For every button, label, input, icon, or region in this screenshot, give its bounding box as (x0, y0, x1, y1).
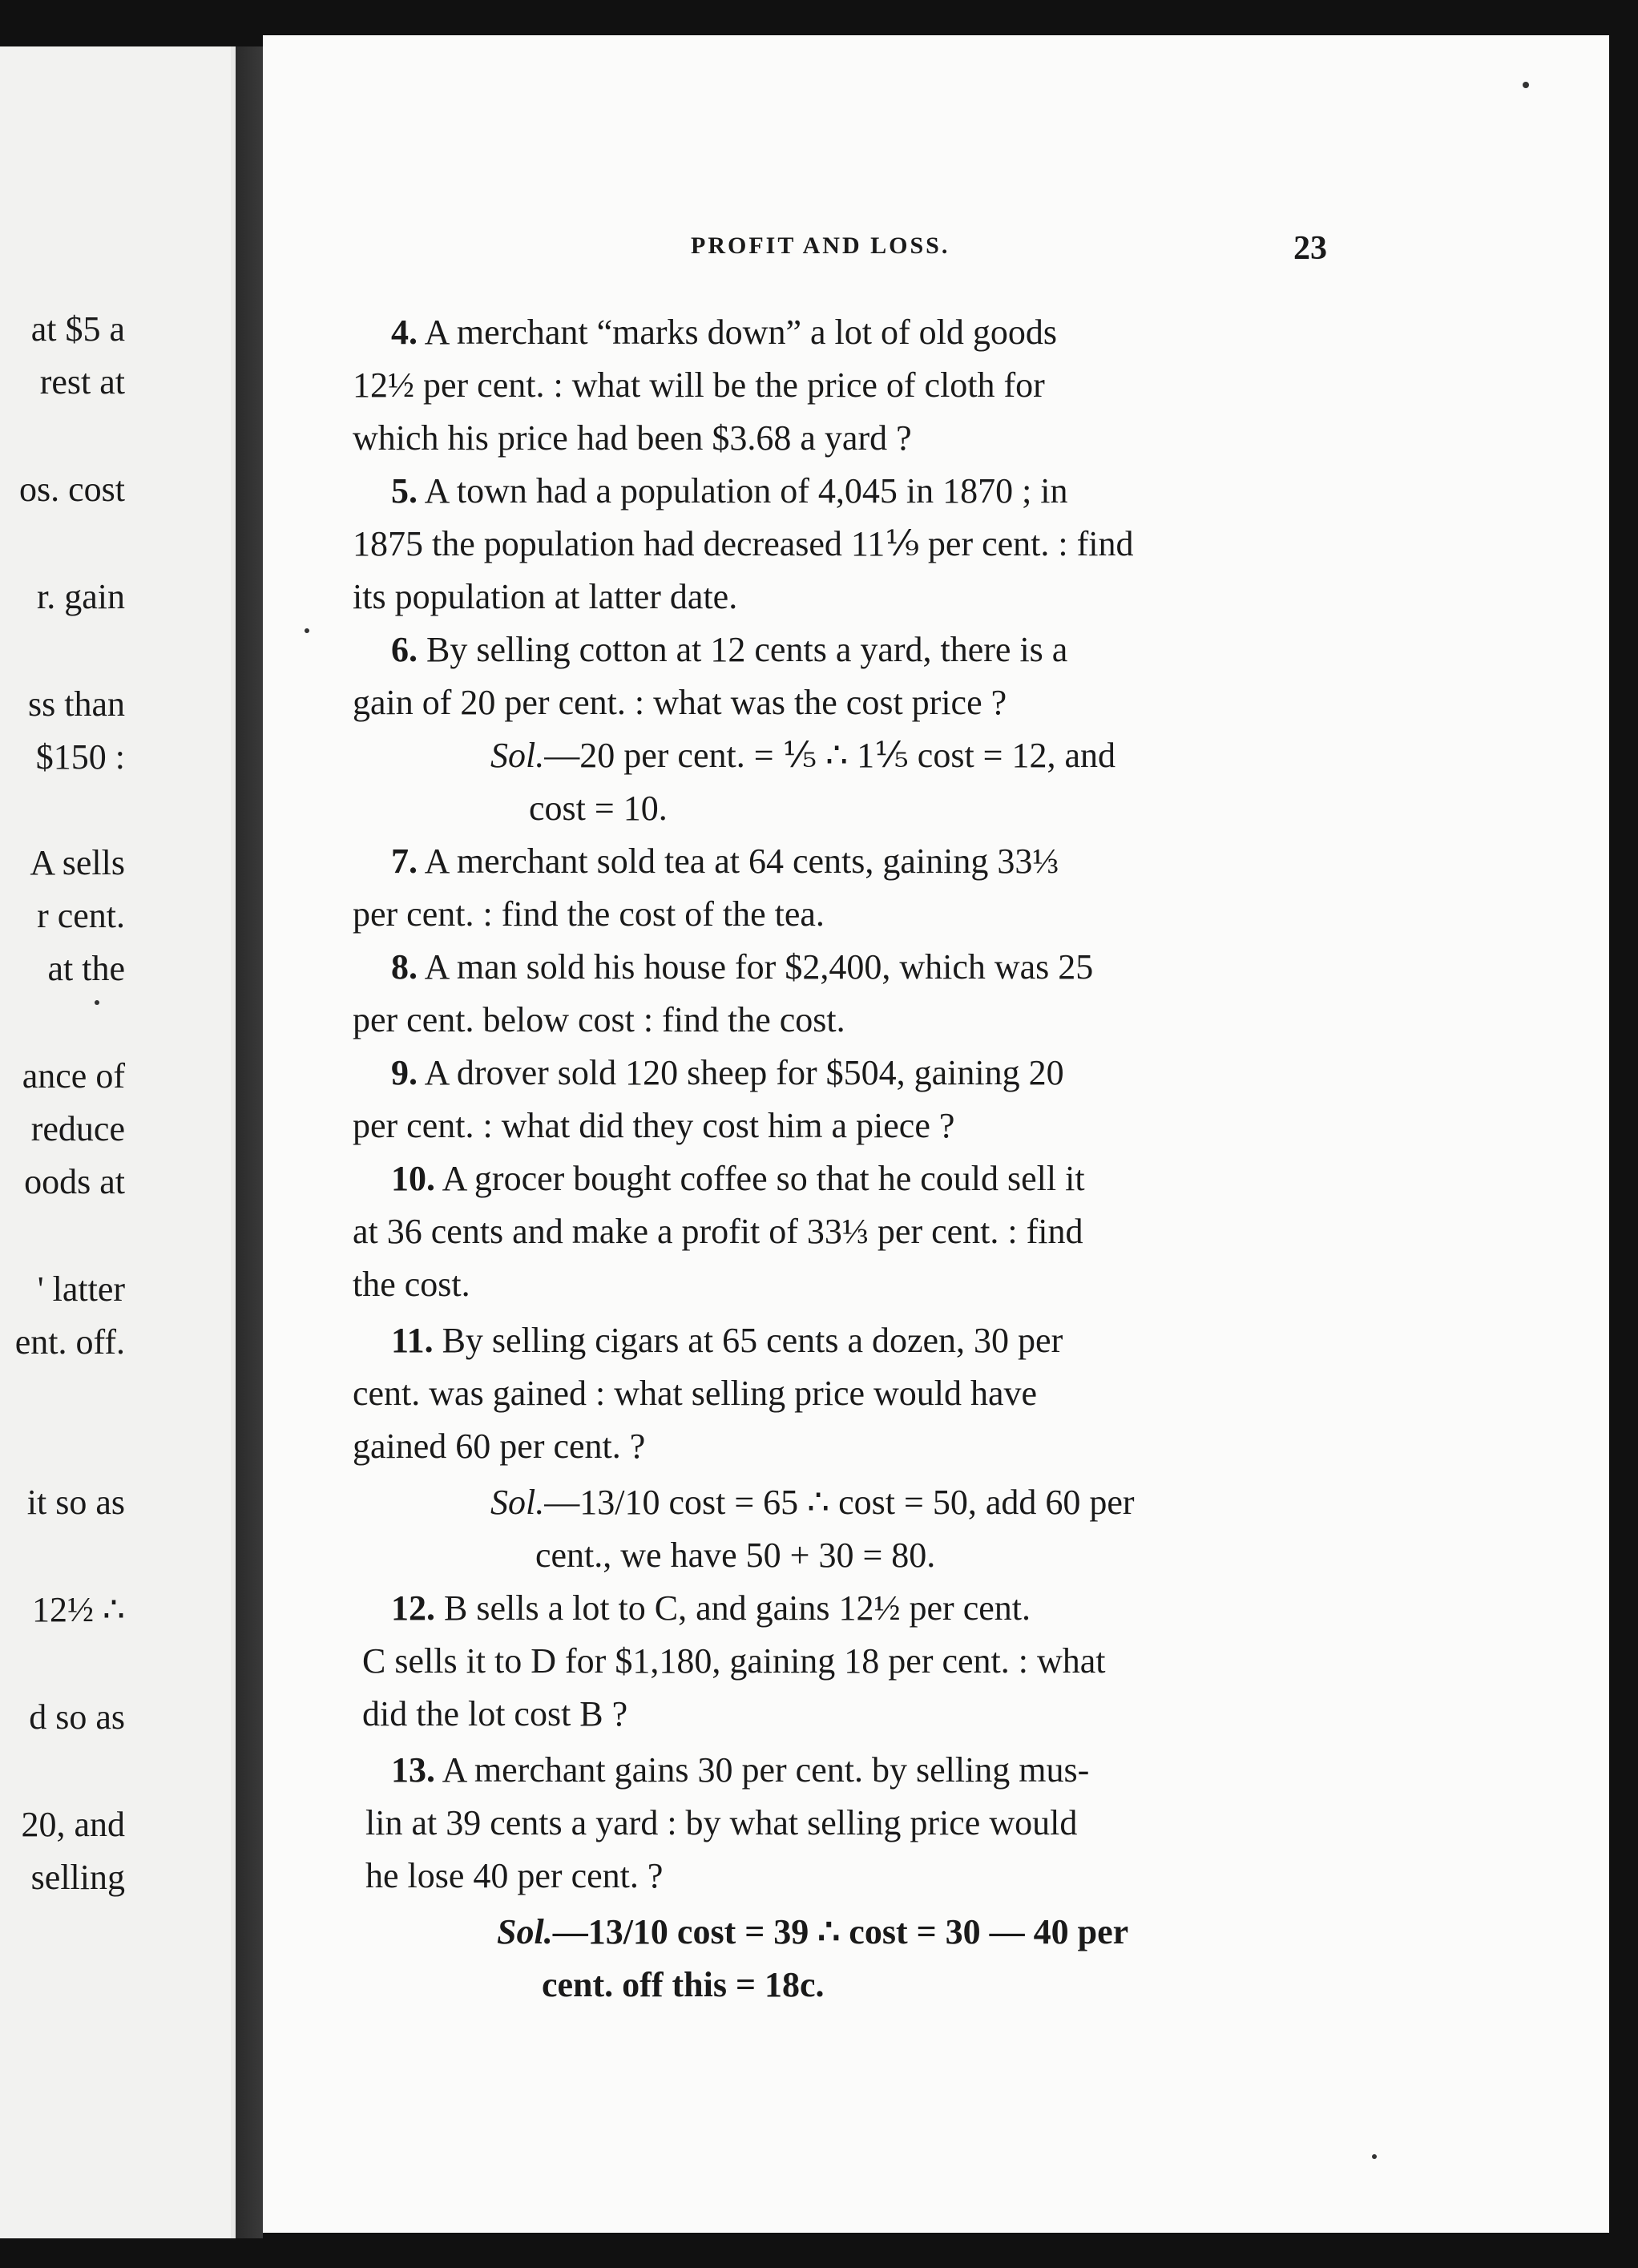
problem-11-line-2: cent. was gained : what selling price would have (353, 1374, 1038, 1413)
solution-label: Sol. (497, 1912, 553, 1951)
problem-12-line-1 (391, 1588, 1031, 1628)
left-text-fragment: os. cost (19, 470, 125, 509)
problem-8-line-1 (391, 947, 1094, 987)
scan-speck (1372, 2154, 1377, 2159)
problem-13-line-1 (391, 1750, 1090, 1790)
left-text-fragment: ' latter (37, 1269, 125, 1309)
problem-number: 5. (391, 471, 418, 511)
problem-5-line-2: 1875 the population had decreased 11⅑ per cent. : find (353, 524, 1134, 563)
left-text-fragment: at $5 a (30, 309, 125, 349)
problem-number: 7. (391, 841, 418, 881)
left-text-fragment: at the (47, 949, 125, 988)
problem-text: A grocer bought coffee so that he could sell it (442, 1159, 1085, 1198)
problem-text: A town had a population of 4,045 in 1870 ; in (424, 471, 1068, 511)
left-text-fragment: d so as (29, 1697, 125, 1737)
problem-4-line-2: 12½ per cent. : what will be the price of cloth for (353, 365, 1045, 405)
left-text-fragment: r. gain (37, 577, 125, 616)
problem-text: By selling cotton at 12 cents a yard, there is a (426, 630, 1068, 669)
problem-number: 11. (391, 1321, 434, 1360)
left-text-fragment: r cent. (37, 896, 125, 935)
problem-text: B sells a lot to C, and gains 12½ per cent. (444, 1588, 1031, 1628)
scan-speck (95, 1000, 99, 1005)
problem-11-solution-line-1 (490, 1485, 1135, 1520)
problem-text: A merchant “marks down” a lot of old goods (424, 313, 1057, 352)
problem-number: 10. (391, 1159, 435, 1198)
problem-7-line-1 (391, 841, 1059, 881)
problem-text: By selling cigars at 65 cents a dozen, 30 per (442, 1321, 1063, 1360)
problem-10-line-1 (391, 1161, 1085, 1197)
running-head: PROFIT AND LOSS. (691, 232, 950, 259)
problem-9-line-2: per cent. : what did they cost him a piece ? (353, 1106, 955, 1145)
page-number: 23 (1293, 230, 1327, 267)
problem-4-line-1 (391, 315, 1057, 350)
solution-text: —13/10 cost = 39 ∴ cost = 30 — 40 per (552, 1912, 1129, 1951)
problem-13-line-2: lin at 39 cents a yard : by what selling price would (365, 1803, 1078, 1842)
problem-number: 13. (391, 1750, 435, 1790)
problem-number: 8. (391, 947, 418, 987)
left-text-fragment: it so as (26, 1483, 125, 1522)
problem-text: A drover sold 120 sheep for $504, gaining 20 (424, 1053, 1064, 1092)
problem-7-line-2: per cent. : find the cost of the tea. (353, 894, 825, 934)
problem-text: A merchant sold tea at 64 cents, gaining 33⅓ (424, 841, 1059, 881)
problem-11-solution-line-2: cent., we have 50 + 30 = 80. (535, 1536, 936, 1575)
problem-6-line-1 (391, 632, 1067, 668)
left-text-fragment: rest at (39, 362, 125, 402)
left-page (0, 46, 231, 2238)
left-text-fragment: ance of (22, 1056, 125, 1096)
problem-13-solution-line-1 (497, 1912, 1129, 1951)
left-text-fragment: reduce (30, 1109, 125, 1148)
problem-12-line-3: did the lot cost B ? (362, 1694, 628, 1733)
solution-label: Sol. (490, 736, 545, 775)
problem-5-line-3: its population at latter date. (353, 577, 738, 616)
problem-10-line-3: the cost. (353, 1265, 470, 1304)
left-text-fragment: $150 : (35, 737, 125, 777)
problem-text: A merchant gains 30 per cent. by selling mus- (442, 1750, 1090, 1790)
left-text-fragment: oods at (24, 1162, 125, 1201)
problem-6-line-2: gain of 20 per cent. : what was the cost price ? (353, 683, 1007, 722)
solution-text: —20 per cent. = ⅕ ∴ 1⅕ cost = 12, and (544, 736, 1116, 775)
problem-13-line-3: he lose 40 per cent. ? (365, 1856, 664, 1895)
problem-5-line-1 (391, 471, 1068, 511)
problem-13-solution-line-2: cent. off this = 18c. (542, 1965, 825, 2004)
problem-12-line-2: C sells it to D for $1,180, gaining 18 per cent. : what (362, 1641, 1106, 1681)
problem-6-solution-line-1 (490, 738, 1116, 773)
problem-number: 9. (391, 1053, 418, 1092)
problem-9-line-1 (391, 1055, 1064, 1091)
left-text-fragment: ss than (28, 684, 125, 724)
scan-speck (305, 628, 309, 633)
left-text-fragment: 12½ ∴ (32, 1590, 125, 1629)
problem-number: 12. (391, 1588, 435, 1628)
problem-number: 4. (391, 313, 418, 352)
left-text-fragment: ent. off. (14, 1322, 125, 1362)
problem-11-line-1 (391, 1323, 1063, 1358)
problem-number: 6. (391, 630, 418, 669)
problem-10-line-2: at 36 cents and make a profit of 33⅓ per cent. : find (353, 1212, 1083, 1251)
problem-4-line-3: which his price had been $3.68 a yard ? (353, 418, 912, 458)
problem-6-solution-line-2: cost = 10. (529, 789, 668, 828)
left-text-fragment: 20, and (21, 1805, 125, 1844)
problem-8-line-2: per cent. below cost : find the cost. (353, 1000, 845, 1039)
left-text-fragment: selling (30, 1858, 125, 1897)
left-text-fragment: A sells (30, 843, 125, 882)
scan-speck (1523, 82, 1529, 88)
solution-text: —13/10 cost = 65 ∴ cost = 50, add 60 per (544, 1483, 1135, 1522)
book-spine (231, 46, 263, 2238)
problem-11-line-3: gained 60 per cent. ? (353, 1427, 646, 1466)
problem-text: A man sold his house for $2,400, which was 25 (424, 947, 1094, 987)
solution-label: Sol. (490, 1483, 545, 1522)
